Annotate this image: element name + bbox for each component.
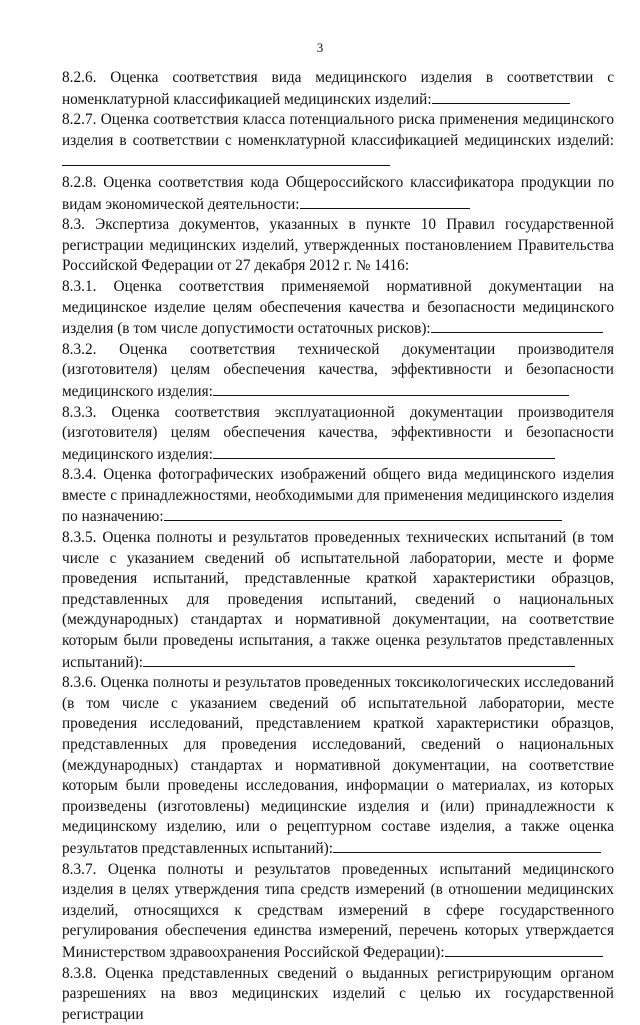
fill-in-line[interactable] bbox=[445, 942, 603, 957]
paragraph-8-3-8 bbox=[62, 964, 614, 1025]
paragraph-8-3-2 bbox=[62, 340, 614, 403]
paragraph-8-3-6 bbox=[62, 673, 614, 859]
paragraph-8-3-1 bbox=[62, 277, 614, 340]
fill-in-line[interactable] bbox=[213, 444, 555, 459]
paragraph-text: 8.3.5. Оценка полноты и результатов проведенных технических испытаний (в том числе с указанием сведений об испытательной лаборатории, месте и форме проведения испытаний, представленные краткой характеристики образцов, представленных для проведения испытаний, сведений о национальных (международных) стандартах и нормативной документации, на соответствие которым были проведены испытания, а также оценка результатов представленных испытаний): bbox=[62, 529, 614, 671]
paragraph-text: 8.3.1. Оценка соответствия применяемой нормативной документации на медицинское изделие целям обеспечения качества и безопасности медицинского изделия (в том числе допустимости остаточных рисков): bbox=[62, 277, 614, 338]
paragraph-text: 8.3.4. Оценка фотографических изображений общего вида медицинского изделия вместе с принадлежностями, необходимыми для применения медицинского изделия по назначению: bbox=[62, 466, 614, 526]
paragraph-text: 8.3.8. Оценка представленных сведений о выданных регистрирующим органом разрешениях на ввоз медицинских изделий с целью их государственной регистрации bbox=[62, 964, 614, 1023]
paragraph-text: 8.2.7. Оценка соответствия класса потенциального риска применения медицинского изделия в соответствии с номенклатурной классификацией медицинских изделий: bbox=[62, 111, 614, 149]
fill-in-line[interactable] bbox=[164, 506, 562, 521]
paragraph-text: 8.2.8. Оценка соответствия кода Общероссийского классификатора продукции по видам экономической деятельности: bbox=[62, 173, 614, 213]
paragraph-8-2-8 bbox=[62, 173, 614, 215]
paragraph-8-2-7 bbox=[62, 110, 614, 173]
document-body bbox=[62, 68, 614, 1025]
paragraph-text: 8.3. Экспертиза документов, указанных в пункте 10 Правил государственной регистрации медицинских изделий, утвержденных постановлением Правительства Российской Федерации от 27 декабря 2012 г. № 1416: bbox=[62, 216, 614, 275]
paragraph-8-2-6 bbox=[62, 68, 614, 110]
fill-in-line[interactable] bbox=[143, 652, 575, 667]
paragraph-8-3-4 bbox=[62, 465, 614, 528]
paragraph-text: 8.3.3. Оценка соответствия эксплуатационной документации производителя (изготовителя) целям обеспечения качества, эффективности и безопасности медицинского изделия: bbox=[62, 403, 614, 463]
paragraph-8-3-7 bbox=[62, 860, 614, 964]
fill-in-line[interactable] bbox=[432, 89, 570, 104]
fill-in-line[interactable] bbox=[431, 318, 603, 333]
fill-in-line[interactable] bbox=[62, 151, 390, 166]
paragraph-text: 8.3.7. Оценка полноты и результатов проведенных испытаний медицинского изделия в целях утверждения типа средств измерений (в отношении медицинских изделий, относящихся к средствам измерений в сфере государственного регулирования обеспечения единства измерений, перечень которых утверждается Министерством здравоохранения Российской Федерации): bbox=[62, 860, 614, 961]
fill-in-line[interactable] bbox=[333, 838, 601, 853]
paragraph-8-3-3 bbox=[62, 403, 614, 466]
paragraph-8-3 bbox=[62, 215, 614, 277]
fill-in-line[interactable] bbox=[300, 194, 470, 209]
paragraph-text: 8.2.6. Оценка соответствия вида медицинского изделия в соответствии с номенклатурной классификацией медицинских изделий: bbox=[62, 69, 614, 108]
fill-in-line[interactable] bbox=[213, 381, 569, 396]
paragraph-text: 8.3.6. Оценка полноты и результатов проведенных токсикологических исследований (в том числе с указанием сведений об испытательной лаборатории, месте проведения исследований, представлением краткой характеристики образцов, представленных для проведения исследований, сведений о национальных (международных) стандартах и нормативной документации, на соответствие которым были проведены исследования, информации о материалах, из которых произведены (изготовлены) медицинские изделия и (или) принадлежности к медицинскому изделию, или о рецептурном составе изделия, а также оценка результатов представленных испытаний): bbox=[62, 674, 614, 857]
page-number: 3 bbox=[316, 40, 324, 55]
paragraph-8-3-5 bbox=[62, 528, 614, 673]
paragraph-text: 8.3.2. Оценка соответствия технической документации производителя (изготовителя) целям обеспечения качества, эффективности и безопасности медицинского изделия: bbox=[62, 340, 614, 400]
